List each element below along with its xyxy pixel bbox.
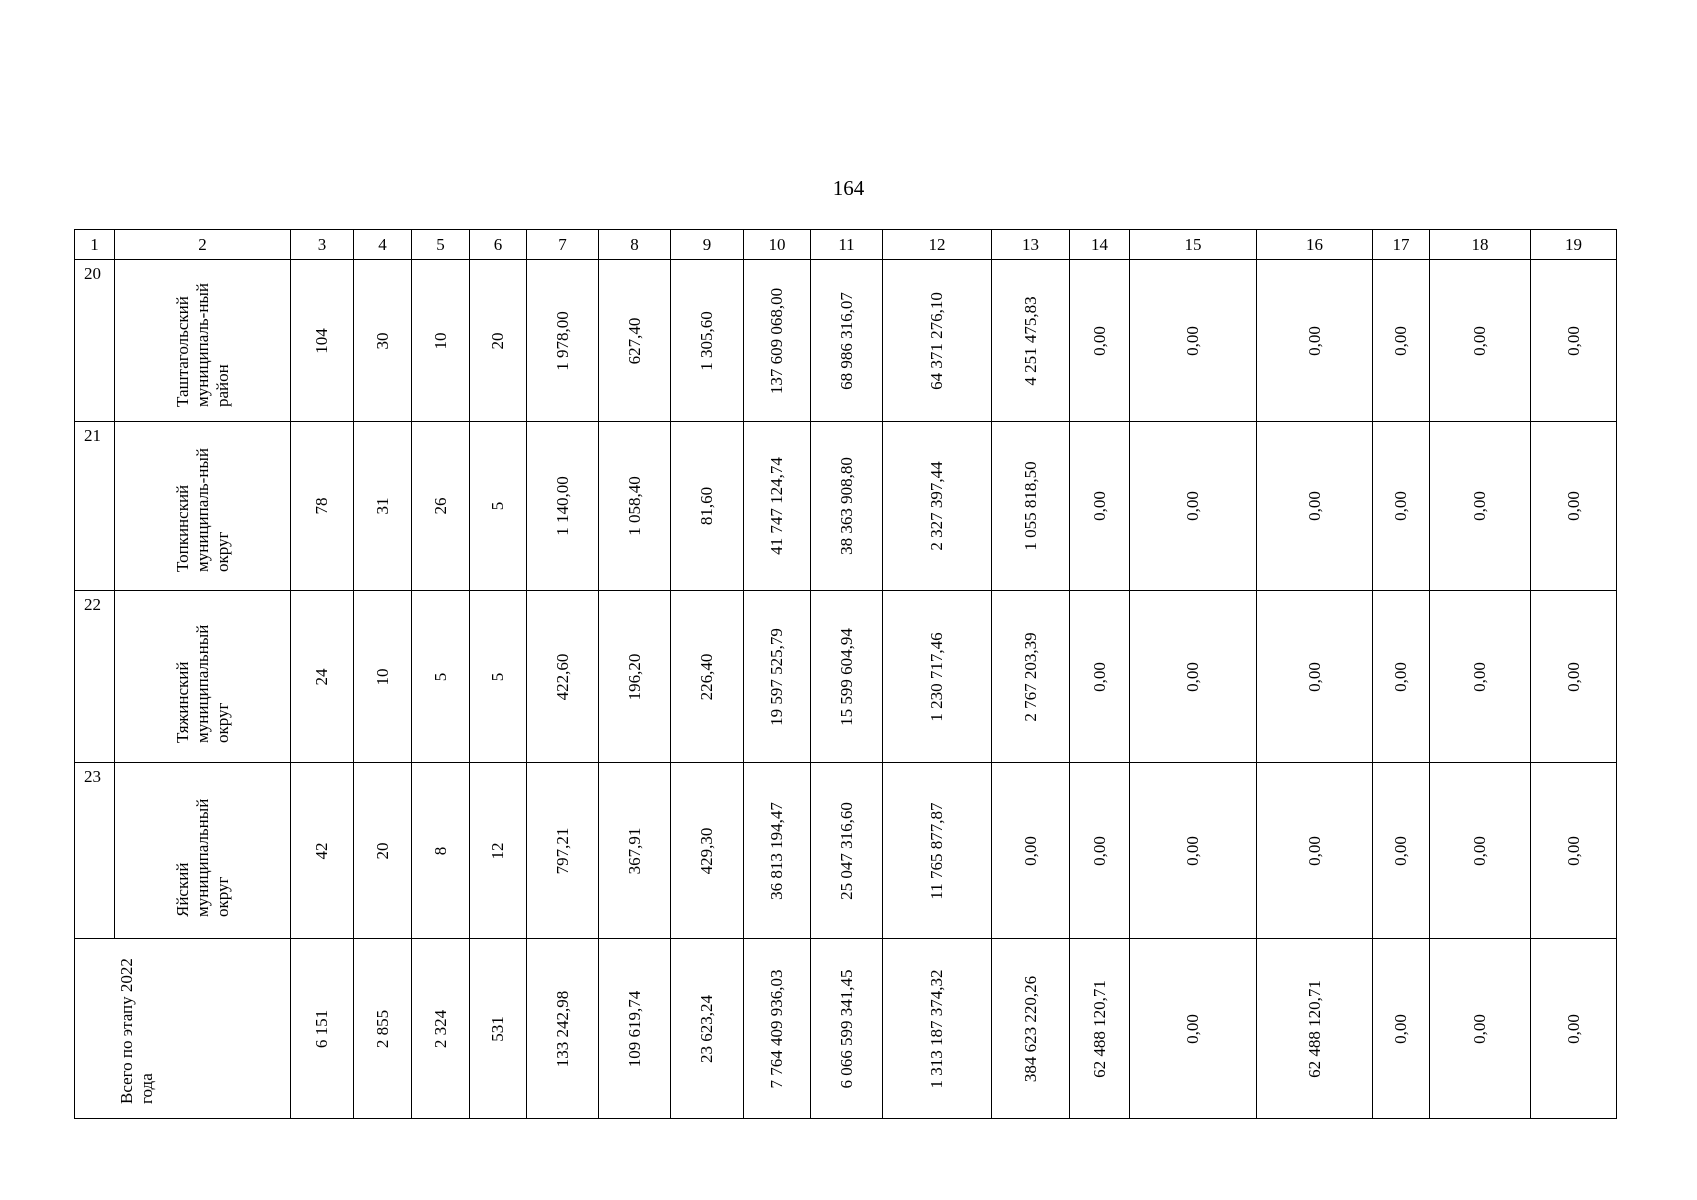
value-cell <box>1430 763 1531 939</box>
total-value-cell <box>1373 939 1430 1119</box>
value-cell <box>1257 591 1373 763</box>
total-value: 6 066 599 341,45 <box>836 969 856 1088</box>
total-value: 531 <box>488 1015 507 1042</box>
value-cell <box>291 260 354 422</box>
total-value: 23 623,24 <box>697 994 716 1063</box>
column-header: 3 <box>291 230 354 260</box>
cell-value: 81,60 <box>697 486 716 526</box>
cell-value: 1 230 717,46 <box>927 631 946 722</box>
column-header: 13 <box>992 230 1070 260</box>
total-value-cell <box>811 939 883 1119</box>
value-cell <box>412 591 470 763</box>
cell-value: 5 <box>488 672 507 681</box>
value-cell <box>1257 422 1373 591</box>
cell-value: 0,00 <box>1470 325 1489 356</box>
value-cell <box>1070 260 1130 422</box>
column-header: 6 <box>470 230 527 260</box>
cell-value: 0,00 <box>1183 835 1202 866</box>
total-value-cell <box>599 939 671 1119</box>
total-value: 0,00 <box>1391 1013 1410 1044</box>
value-cell <box>354 763 412 939</box>
value-cell <box>354 591 412 763</box>
total-value-cell <box>1130 939 1257 1119</box>
cell-value: 0,00 <box>1391 325 1410 356</box>
total-value-cell <box>1430 939 1531 1119</box>
cell-value: 36 813 194,47 <box>767 801 786 900</box>
value-cell <box>1373 260 1430 422</box>
value-cell <box>291 591 354 763</box>
cell-value: 2 327 397,44 <box>927 461 946 551</box>
row-number: 21 <box>84 426 101 445</box>
total-value-cell <box>1070 939 1130 1119</box>
value-cell <box>599 422 671 591</box>
value-cell <box>1130 591 1257 763</box>
table-row <box>75 422 1617 591</box>
value-cell <box>811 422 883 591</box>
value-cell <box>291 422 354 591</box>
total-value: 0,00 <box>1563 1013 1583 1044</box>
value-cell <box>1430 422 1531 591</box>
column-header: 15 <box>1130 230 1257 260</box>
cell-value: 4 251 475,83 <box>1020 295 1040 386</box>
value-cell <box>671 260 744 422</box>
value-cell <box>744 763 811 939</box>
cell-value: 0,00 <box>1089 491 1109 521</box>
column-header: 17 <box>1373 230 1430 260</box>
value-cell <box>599 591 671 763</box>
column-header: 16 <box>1257 230 1373 260</box>
cell-value: 41 747 124,74 <box>767 457 786 555</box>
value-cell <box>412 763 470 939</box>
cell-value: 1 140,00 <box>552 476 572 536</box>
value-cell <box>470 422 527 591</box>
value-cell <box>811 763 883 939</box>
cell-value: 0,00 <box>1304 491 1324 521</box>
value-cell <box>1531 422 1617 591</box>
cell-value: 0,00 <box>1304 325 1324 356</box>
total-label: Всего по этапу 2022 года <box>117 957 156 1104</box>
cell-value: 104 <box>312 327 331 354</box>
municipality-name: Яйский муниципальный округ <box>172 798 232 917</box>
cell-value: 12 <box>488 842 507 859</box>
cell-value: 0,00 <box>1089 835 1109 866</box>
total-value: 133 242,98 <box>552 990 572 1067</box>
total-value: 6 151 <box>312 1009 331 1048</box>
cell-value: 0,00 <box>1563 661 1583 692</box>
value-cell <box>744 591 811 763</box>
cell-value: 19 597 525,79 <box>767 627 786 726</box>
value-cell <box>883 591 992 763</box>
cell-value: 0,00 <box>1563 491 1583 521</box>
cell-value: 20 <box>372 842 392 859</box>
value-cell <box>354 422 412 591</box>
cell-value: 797,21 <box>552 827 572 874</box>
row-number-cell <box>75 422 115 591</box>
cell-value: 2 767 203,39 <box>1020 631 1040 722</box>
total-value-cell <box>470 939 527 1119</box>
cell-value: 26 <box>430 497 450 515</box>
cell-value: 1 058,40 <box>624 476 644 536</box>
total-value-cell <box>291 939 354 1119</box>
cell-value: 0,00 <box>1089 661 1109 692</box>
row-number: 20 <box>84 264 101 283</box>
cell-value: 137 609 068,00 <box>767 287 786 394</box>
municipality-name-cell <box>115 591 291 763</box>
cell-value: 0,00 <box>1183 491 1202 521</box>
value-cell <box>599 763 671 939</box>
total-value-cell <box>1531 939 1617 1119</box>
value-cell <box>1373 763 1430 939</box>
column-header: 19 <box>1531 230 1617 260</box>
total-value-cell <box>671 939 744 1119</box>
cell-value: 38 363 908,80 <box>836 457 856 555</box>
total-value: 0,00 <box>1183 1013 1202 1044</box>
total-value: 2 324 <box>430 1009 450 1048</box>
row-number: 22 <box>84 595 101 614</box>
cell-value: 0,00 <box>1391 491 1410 521</box>
cell-value: 0,00 <box>1304 835 1324 866</box>
value-cell <box>1070 422 1130 591</box>
municipality-name-cell <box>115 422 291 591</box>
row-number-cell <box>75 763 115 939</box>
value-cell <box>1373 591 1430 763</box>
cell-value: 0,00 <box>1470 835 1489 866</box>
value-cell <box>671 591 744 763</box>
cell-value: 5 <box>430 672 450 681</box>
row-number-cell <box>75 591 115 763</box>
municipality-name-cell <box>115 763 291 939</box>
total-value: 7 764 409 936,03 <box>767 969 786 1088</box>
value-cell <box>811 591 883 763</box>
cell-value: 0,00 <box>1183 325 1202 356</box>
data-table <box>74 229 1617 1119</box>
cell-value: 20 <box>488 332 507 349</box>
municipality-name-cell <box>115 260 291 422</box>
column-header: 10 <box>744 230 811 260</box>
value-cell <box>470 591 527 763</box>
total-label-cell <box>75 939 291 1119</box>
column-header: 1 <box>75 230 115 260</box>
cell-value: 5 <box>488 501 507 511</box>
value-cell <box>992 260 1070 422</box>
value-cell <box>354 260 412 422</box>
value-cell <box>1070 591 1130 763</box>
cell-value: 8 <box>430 846 450 855</box>
cell-value: 42 <box>312 842 331 859</box>
cell-value: 30 <box>372 332 392 349</box>
value-cell <box>671 763 744 939</box>
value-cell <box>1430 260 1531 422</box>
total-value-cell <box>1257 939 1373 1119</box>
value-cell <box>527 260 599 422</box>
value-cell <box>527 763 599 939</box>
cell-value: 31 <box>372 497 392 515</box>
row-number: 23 <box>84 767 101 786</box>
column-header: 4 <box>354 230 412 260</box>
table-row <box>75 260 1617 422</box>
cell-value: 0,00 <box>1391 661 1410 692</box>
cell-value: 226,40 <box>697 653 716 700</box>
value-cell <box>412 422 470 591</box>
column-header: 7 <box>527 230 599 260</box>
cell-value: 0,00 <box>1391 835 1410 866</box>
cell-value: 15 599 604,94 <box>836 627 856 726</box>
cell-value: 0,00 <box>1304 661 1324 692</box>
value-cell <box>470 763 527 939</box>
cell-value: 1 055 818,50 <box>1020 461 1040 551</box>
table-row <box>75 591 1617 763</box>
value-cell <box>744 260 811 422</box>
value-cell <box>1257 260 1373 422</box>
total-value-cell <box>412 939 470 1119</box>
value-cell <box>883 260 992 422</box>
total-value: 1 313 187 374,32 <box>927 969 946 1088</box>
total-value: 62 488 120,71 <box>1304 979 1324 1078</box>
total-row <box>75 939 1617 1119</box>
total-value: 109 619,74 <box>624 990 644 1067</box>
cell-value: 1 978,00 <box>552 310 572 371</box>
value-cell <box>1130 763 1257 939</box>
value-cell <box>992 422 1070 591</box>
cell-value: 11 765 877,87 <box>927 801 946 900</box>
total-value-cell <box>883 939 992 1119</box>
column-header: 12 <box>883 230 992 260</box>
column-header: 11 <box>811 230 883 260</box>
value-cell <box>599 260 671 422</box>
cell-value: 0,00 <box>1089 325 1109 356</box>
cell-value: 78 <box>312 497 331 515</box>
cell-value: 0,00 <box>1020 835 1040 866</box>
value-cell <box>527 591 599 763</box>
total-value: 0,00 <box>1470 1013 1489 1044</box>
column-header: 9 <box>671 230 744 260</box>
total-value-cell <box>744 939 811 1119</box>
cell-value: 0,00 <box>1563 835 1583 866</box>
value-cell <box>470 260 527 422</box>
cell-value: 0,00 <box>1183 661 1202 692</box>
column-header: 14 <box>1070 230 1130 260</box>
value-cell <box>1130 260 1257 422</box>
value-cell <box>744 422 811 591</box>
table-row <box>75 763 1617 939</box>
cell-value: 25 047 316,60 <box>836 801 856 900</box>
municipality-name: Топкинский муниципаль-ный округ <box>172 448 232 572</box>
total-value-cell <box>354 939 412 1119</box>
value-cell <box>992 591 1070 763</box>
cell-value: 24 <box>312 668 331 685</box>
cell-value: 10 <box>430 332 450 349</box>
cell-value: 1 305,60 <box>697 310 716 371</box>
value-cell <box>883 422 992 591</box>
municipality-name: Таштагольский муниципаль-ный район <box>172 282 232 407</box>
value-cell <box>811 260 883 422</box>
value-cell <box>291 763 354 939</box>
cell-value: 367,91 <box>624 827 644 874</box>
value-cell <box>1257 763 1373 939</box>
value-cell <box>671 422 744 591</box>
column-header-row <box>75 230 1617 260</box>
value-cell <box>1531 763 1617 939</box>
total-value: 62 488 120,71 <box>1089 979 1109 1078</box>
value-cell <box>883 763 992 939</box>
page-number: 164 <box>832 176 865 200</box>
total-value: 384 623 220,26 <box>1020 975 1040 1082</box>
total-value-cell <box>527 939 599 1119</box>
column-header: 5 <box>412 230 470 260</box>
value-cell <box>1531 591 1617 763</box>
row-number-cell <box>75 260 115 422</box>
cell-value: 64 371 276,10 <box>927 291 946 390</box>
municipality-name: Тяжинский муниципальный округ <box>172 624 232 743</box>
value-cell <box>412 260 470 422</box>
cell-value: 627,40 <box>624 317 644 364</box>
column-header: 8 <box>599 230 671 260</box>
cell-value: 422,60 <box>552 653 572 700</box>
cell-value: 0,00 <box>1470 491 1489 521</box>
cell-value: 196,20 <box>624 653 644 700</box>
cell-value: 429,30 <box>697 827 716 874</box>
cell-value: 0,00 <box>1470 661 1489 692</box>
column-header: 18 <box>1430 230 1531 260</box>
total-value-cell <box>992 939 1070 1119</box>
value-cell <box>1430 591 1531 763</box>
value-cell <box>1373 422 1430 591</box>
cell-value: 10 <box>372 668 392 685</box>
value-cell <box>992 763 1070 939</box>
cell-value: 68 986 316,07 <box>836 291 856 390</box>
value-cell <box>527 422 599 591</box>
value-cell <box>1070 763 1130 939</box>
value-cell <box>1130 422 1257 591</box>
cell-value: 0,00 <box>1563 325 1583 356</box>
column-header: 2 <box>115 230 291 260</box>
value-cell <box>1531 260 1617 422</box>
total-value: 2 855 <box>372 1009 392 1048</box>
